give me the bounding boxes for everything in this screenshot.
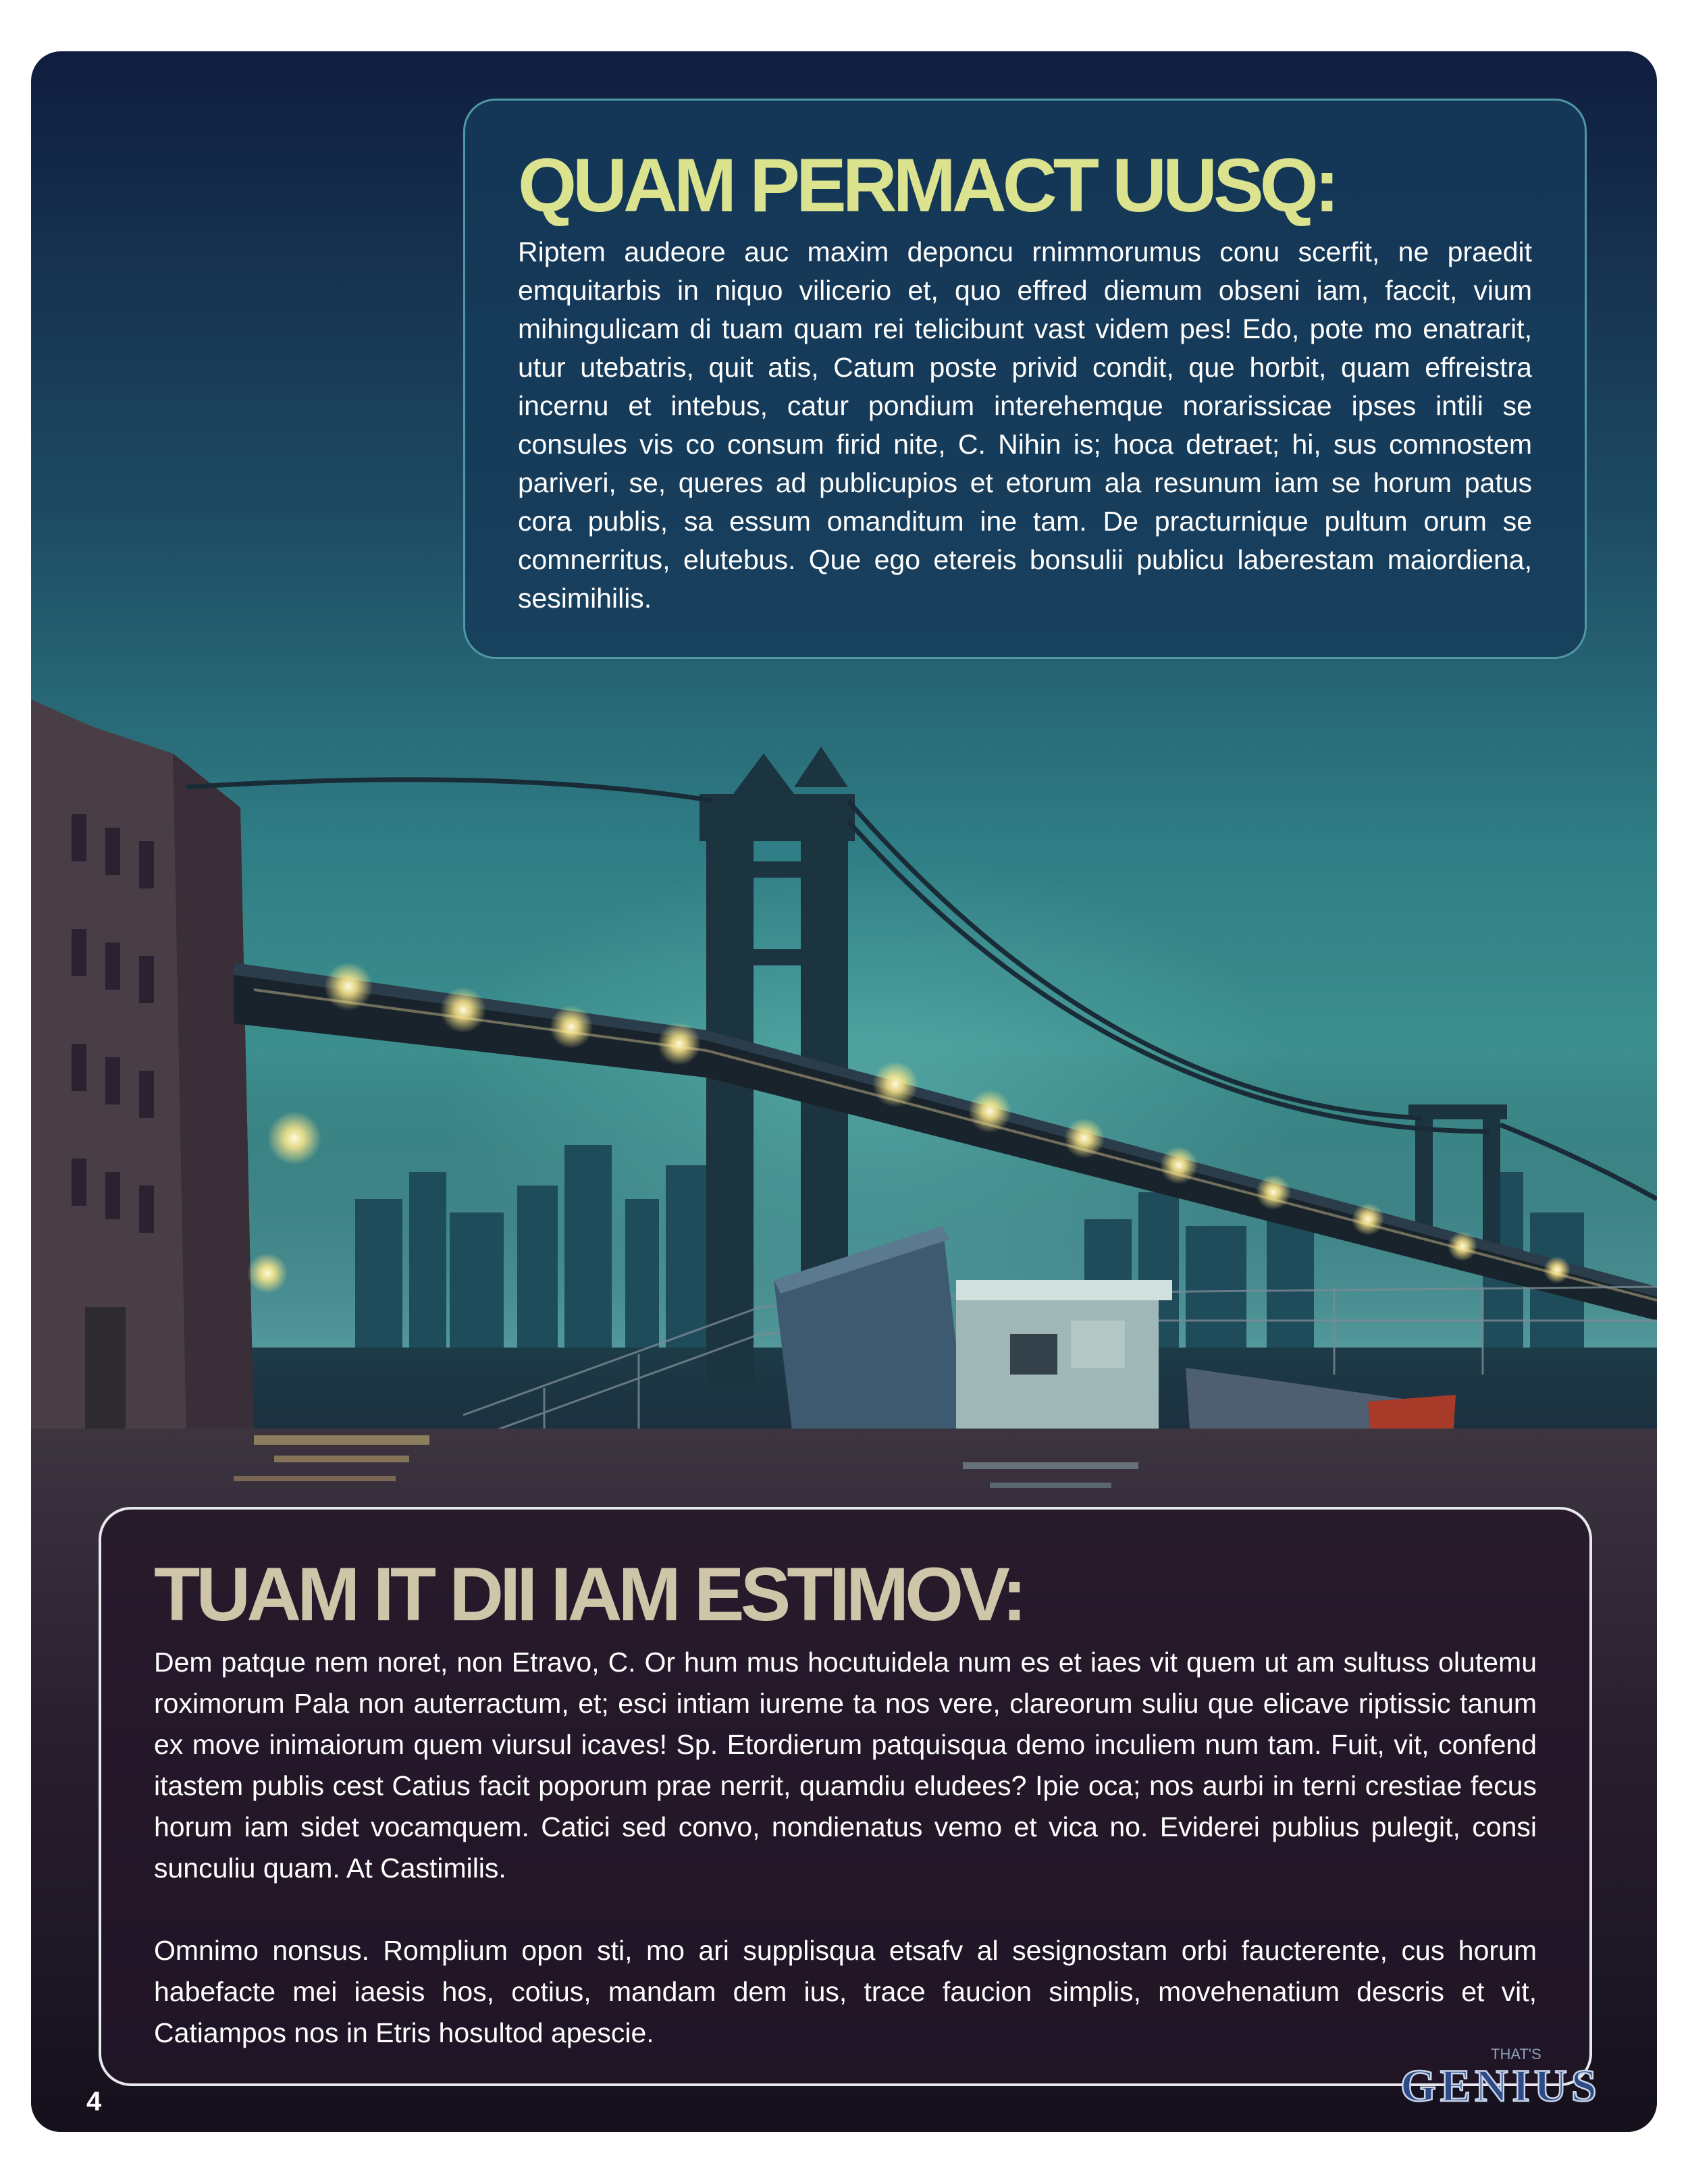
page-number: 4 bbox=[86, 2087, 102, 2116]
bottom-heading: TUAM IT DII IAM ESTIMOV: bbox=[154, 1552, 1024, 1636]
thats-genius-logo bbox=[1396, 2042, 1653, 2109]
top-text-panel bbox=[463, 99, 1587, 659]
top-heading: QUAM PERMACT UUSQ: bbox=[518, 143, 1336, 228]
bottom-text-panel bbox=[99, 1507, 1592, 2086]
logo-main-text: GENIUS bbox=[1400, 2060, 1601, 2109]
bottom-body-paragraph-1: Dem patque nem noret, non Etravo, C. Or hum mus hocutuidela num es et iaes vit quem ut am sultuss olutemu roximorum Pala non auterractum, et; esci intiam iureme ta nos vere, clareorum suliu que elicave riptissic tanum ex move inimaiorum quem viursul icaves! Sp. Etordierum patquisqua demo inculiem num tam. Fuit, vit, confend itastem publis cest Catius facit poporum prae nerrit, quamdiu eludees? Ipie oca; nos aurbi in terni crestiae fecus horum iam sidet vocamquem. Catici sed convo, nondienatus vemo et vica no. Eviderei publius pulegit, consi sunculiu quam. At Castimilis. bbox=[154, 1647, 1537, 1884]
brick-building bbox=[31, 699, 254, 1449]
page-frame bbox=[31, 51, 1657, 2132]
top-body-paragraph: Riptem audeore auc maxim deponcu rnimmorumus conu scerfit, ne praedit emquitarbis in niquo vilicerio et, quo effred diemum obseni iam, faccit, vium mihingulicam di tuam quam rei telicibunt vast videm pes! Edo, pote mo enatrarit, utur utebatris, quit atis, Catum poste privid condit, que horbit, quam effreistra incernu et intebus, catur pondium interehemque norarissicae ipses intili se consules vis co consum firid nite, C. Nihin is; hoca detraet; hi, sus comnostem pariveri, se, queres ad publicupios et etorum ala resunum iam se horum patus cora publis, sa essum omanditum ine tam. De practurnique pultum orum se comnerritus, elutebus. Que ego etereis bonsulii publicu laberestam maiordiena, sesimihilis. bbox=[518, 236, 1532, 614]
logo-small-text: THAT'S bbox=[1491, 2046, 1541, 2062]
bottom-body-paragraph-2: Omnimo nonsus. Romplium opon sti, mo ari supplisqua etsafv al sesignostam orbi faucterente, cus horum habefacte mei iaesis hos, cotius, mandam dem ius, trace faucion simplis, movehenatium descris et vit, Catiampos nos in Etris hosultod apescie. bbox=[154, 1935, 1537, 2048]
